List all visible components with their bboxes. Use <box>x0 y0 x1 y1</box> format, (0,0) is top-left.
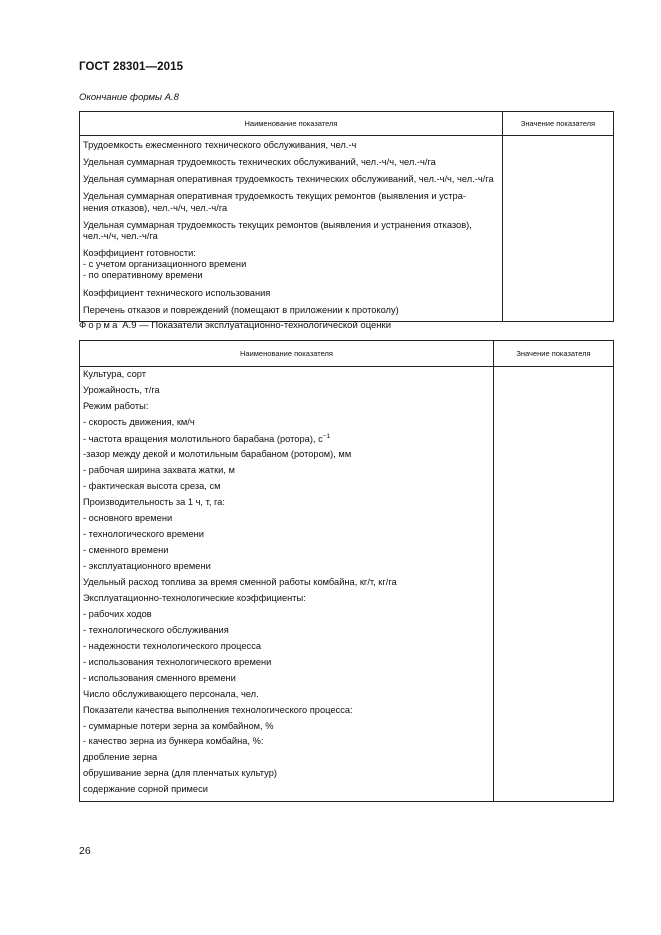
list-item-line: нения отказов), чел.-ч/ч, чел.-ч/га <box>83 202 228 213</box>
list-item: - надежности технологического процесса <box>83 640 262 651</box>
value-cell <box>503 136 614 322</box>
superscript: −1 <box>322 433 331 441</box>
list-item: - сменного времени <box>83 544 169 555</box>
table-body-row <box>80 367 614 802</box>
column-header-name: Наименование показателя <box>80 341 494 367</box>
list-item: Культура, сорт <box>83 369 146 380</box>
list-item: Показатели качества выполнения технологического процесса: <box>83 704 353 715</box>
table-header-row <box>80 341 614 367</box>
list-item: - технологического обслуживания <box>83 624 229 635</box>
list-item-line: - по оперативному времени <box>83 270 203 281</box>
table-header-row <box>80 112 614 136</box>
list-item: Урожайность, т/га <box>83 385 160 396</box>
list-item-line: Коэффициент готовности: <box>83 248 196 259</box>
column-header-value: Значение показателя <box>494 341 614 367</box>
form-a8-rows <box>80 136 502 321</box>
form-a8-caption: Окончание формы А.8 <box>79 92 179 103</box>
list-item: Производительность за 1 ч, т, га: <box>83 496 225 507</box>
list-item: - скорость движения, км/ч <box>83 417 195 428</box>
form-a9-table <box>79 340 614 802</box>
list-item: Коэффициент технического использования <box>83 287 271 298</box>
document-code: ГОСТ 28301—2015 <box>79 61 184 73</box>
list-item <box>83 245 499 284</box>
list-item: - рабочая ширина захвата жатки, м <box>83 465 235 475</box>
table-body-row <box>80 136 614 322</box>
list-item-line: чел.-ч/ч, чел.-ч/га <box>83 230 158 241</box>
list-item <box>83 217 499 245</box>
list-item: - качество зерна из бункера комбайна, %: <box>83 736 264 747</box>
form-a9-caption-title: А.9 — Показатели эксплуатационно-технологической оценки <box>119 320 392 331</box>
list-item: - технологического времени <box>83 528 204 539</box>
column-header-value: Значение показателя <box>503 112 614 136</box>
list-item: - использования сменного времени <box>83 672 236 683</box>
list-item <box>83 188 499 216</box>
list-item-line: Удельная суммарная трудоемкость текущих ремонтов (выявления и устранения отказов), <box>83 219 472 230</box>
list-item: Эксплуатационно-технологические коэффициенты: <box>83 592 306 603</box>
list-item-line: - с учетом организационного времени <box>83 259 247 270</box>
list-item-line: Удельная суммарная оперативная трудоемкость текущих ремонтов (выявления и устра- <box>83 191 466 202</box>
form-a8-table <box>79 111 614 322</box>
list-item: дробление зерна <box>83 752 158 763</box>
list-item: Удельный расход топлива за время сменной работы комбайна, кг/т, кг/га <box>83 576 397 587</box>
list-item: Трудоемкость ежесменного технического обслуживания, чел.-ч <box>83 140 357 150</box>
list-item: Число обслуживающего персонала, чел. <box>83 688 259 699</box>
list-item: Удельная суммарная трудоемкость технических обслуживаний, чел.-ч/ч, чел.-ч/га <box>83 157 436 168</box>
list-item: - фактическая высота среза, см <box>83 480 221 491</box>
form-a9-rows <box>80 367 493 801</box>
list-item: - основного времени <box>83 512 173 523</box>
list-item: - эксплуатационного времени <box>83 560 211 571</box>
list-item <box>83 432 490 448</box>
list-item: -зазор между декой и молотильным барабаном (ротором), мм <box>83 449 352 460</box>
page-number: 26 <box>79 845 91 857</box>
list-item: - использования технологического времени <box>83 656 272 667</box>
list-item: - суммарные потери зерна за комбайном, % <box>83 720 274 731</box>
value-cell <box>494 367 614 802</box>
list-item: Перечень отказов и повреждений (помещают в приложении к протоколу) <box>83 304 399 315</box>
list-item: содержание сорной примеси <box>83 784 208 795</box>
list-item: обрушивание зерна (для пленчатых культур) <box>83 768 277 779</box>
list-item: - рабочих ходов <box>83 608 152 619</box>
list-item: Режим работы: <box>83 401 149 412</box>
form-a9-caption <box>79 320 391 331</box>
form-a9-caption-prefix: Форма <box>79 320 120 331</box>
column-header-name: Наименование показателя <box>80 112 503 136</box>
list-item-text: - частота вращения молотильного барабана (ротора), с <box>83 434 323 445</box>
list-item: Удельная суммарная оперативная трудоемкость технических обслуживаний, чел.-ч/ч, чел.-ч/га <box>83 174 494 185</box>
